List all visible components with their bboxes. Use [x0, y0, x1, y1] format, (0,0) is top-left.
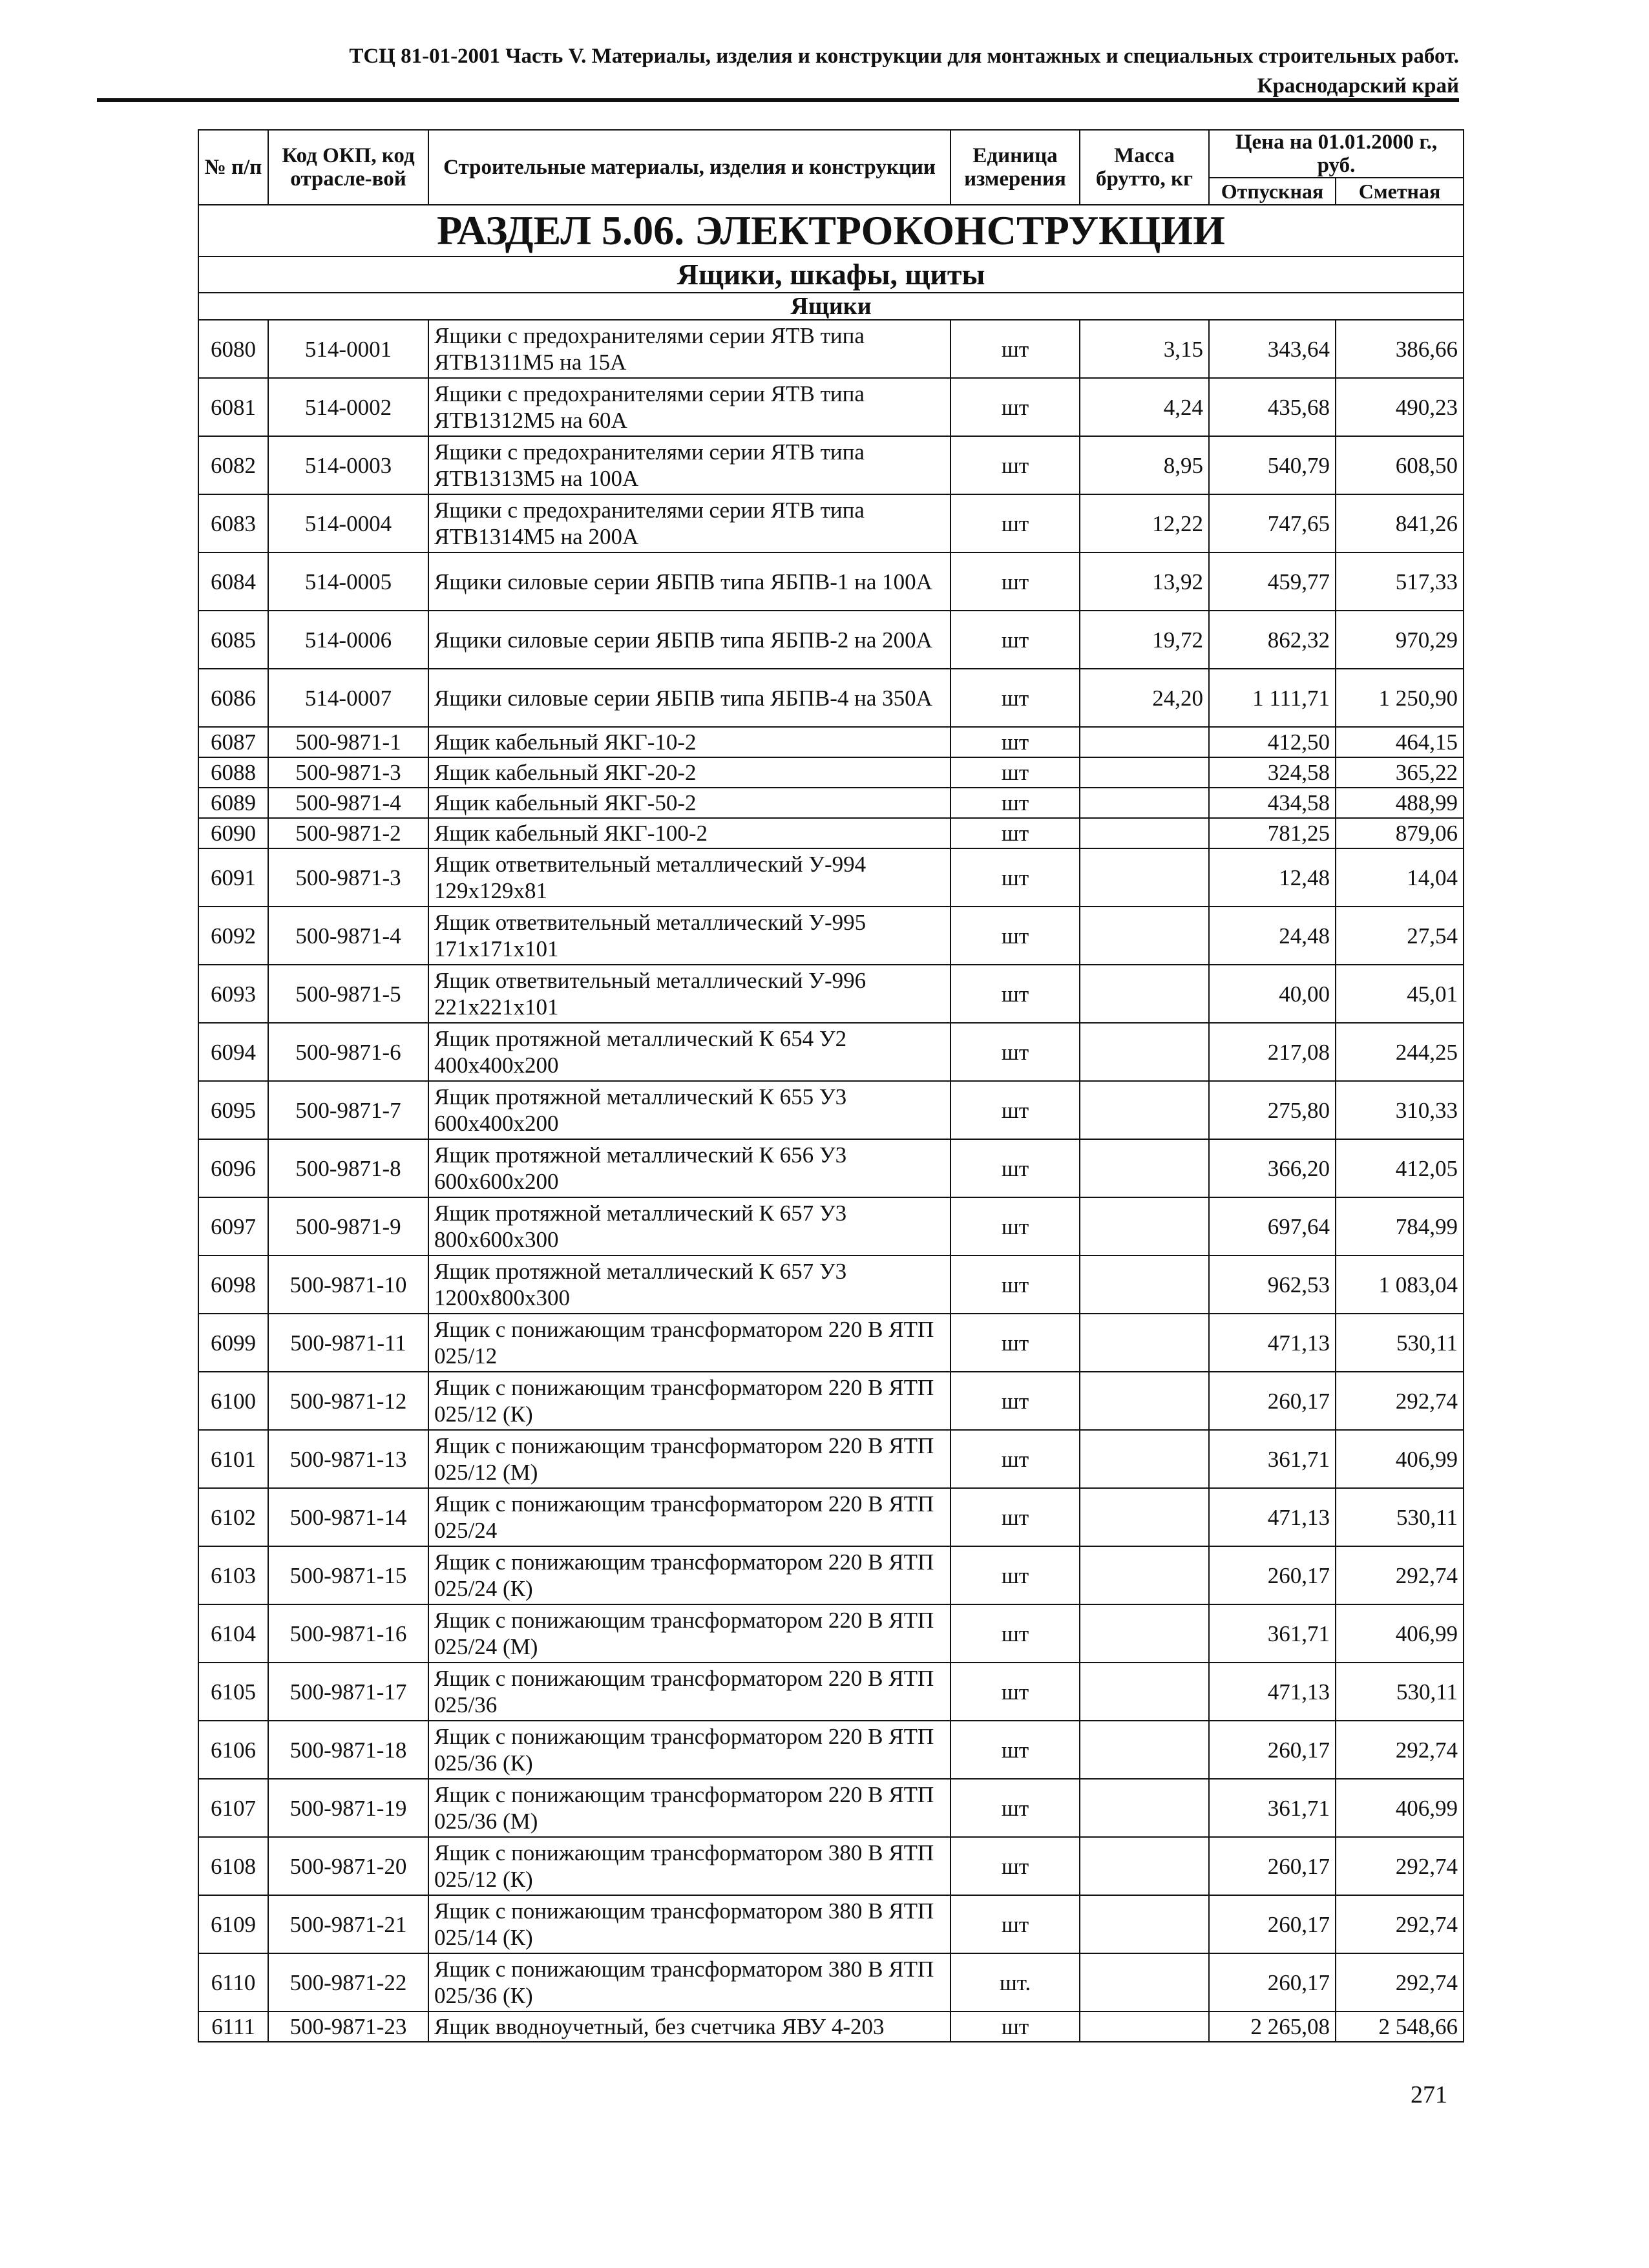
- row-wholesale-price-cell: 434,58: [1209, 788, 1336, 818]
- row-unit-cell: шт: [951, 1663, 1080, 1721]
- row-wholesale-price-cell: 275,80: [1209, 1081, 1336, 1139]
- row-mass-cell: [1080, 1837, 1209, 1895]
- row-wholesale-price-cell: 781,25: [1209, 818, 1336, 848]
- row-code-cell: 500-9871-13: [268, 1430, 428, 1488]
- row-name-cell: Ящик с понижающим трансформатором 220 В ЯТП 025/24 (К): [428, 1546, 951, 1604]
- row-name-cell: Ящик с понижающим трансформатором 380 В ЯТП 025/14 (К): [428, 1895, 951, 1953]
- table-row: [198, 494, 1464, 552]
- row-wholesale-price-cell: 1 111,71: [1209, 669, 1336, 727]
- row-num-cell: 6090: [198, 818, 268, 848]
- column-header-mass: Масса брутто, кг: [1080, 130, 1209, 205]
- row-estimate-price-cell: 1 083,04: [1336, 1255, 1464, 1314]
- row-estimate-price-cell: 879,06: [1336, 818, 1464, 848]
- row-code-cell: 500-9871-1: [268, 727, 428, 757]
- row-mass-cell: [1080, 788, 1209, 818]
- row-num-cell: 6093: [198, 965, 268, 1023]
- row-estimate-price-cell: 517,33: [1336, 552, 1464, 611]
- row-name-cell: Ящики с предохранителями серии ЯТВ типа ЯТВ1314М5 на 200А: [428, 494, 951, 552]
- row-wholesale-price-cell: 471,13: [1209, 1663, 1336, 1721]
- row-mass-cell: [1080, 1663, 1209, 1721]
- table-row: [198, 1488, 1464, 1546]
- row-code-cell: 500-9871-4: [268, 788, 428, 818]
- row-wholesale-price-cell: 343,64: [1209, 320, 1336, 378]
- row-estimate-price-cell: 45,01: [1336, 965, 1464, 1023]
- row-code-cell: 500-9871-12: [268, 1372, 428, 1430]
- row-name-cell: Ящик кабельный ЯКГ-10-2: [428, 727, 951, 757]
- table-row: [198, 1430, 1464, 1488]
- table-row: [198, 1139, 1464, 1197]
- row-unit-cell: шт: [951, 1837, 1080, 1895]
- row-num-cell: 6083: [198, 494, 268, 552]
- table-row: [198, 1314, 1464, 1372]
- row-num-cell: 6085: [198, 611, 268, 669]
- row-code-cell: 500-9871-8: [268, 1139, 428, 1197]
- row-estimate-price-cell: 310,33: [1336, 1081, 1464, 1139]
- row-name-cell: Ящик ответвительный металлический У-995 171х171х101: [428, 907, 951, 965]
- row-code-cell: 500-9871-9: [268, 1197, 428, 1255]
- row-mass-cell: [1080, 1023, 1209, 1081]
- row-name-cell: Ящик протяжной металлический К 655 У3 600х400х200: [428, 1081, 951, 1139]
- row-unit-cell: шт: [951, 2011, 1080, 2042]
- row-unit-cell: шт: [951, 320, 1080, 378]
- row-mass-cell: [1080, 757, 1209, 788]
- row-wholesale-price-cell: 12,48: [1209, 848, 1336, 907]
- row-code-cell: 514-0002: [268, 378, 428, 436]
- row-code-cell: 500-9871-16: [268, 1604, 428, 1663]
- row-num-cell: 6084: [198, 552, 268, 611]
- row-name-cell: Ящики силовые серии ЯБПВ типа ЯБПВ-2 на 200А: [428, 611, 951, 669]
- header-rule: [97, 98, 1459, 102]
- row-unit-cell: шт: [951, 494, 1080, 552]
- row-num-cell: 6082: [198, 436, 268, 494]
- row-num-cell: 6089: [198, 788, 268, 818]
- row-wholesale-price-cell: 2 265,08: [1209, 2011, 1336, 2042]
- row-mass-cell: 19,72: [1080, 611, 1209, 669]
- row-name-cell: Ящики с предохранителями серии ЯТВ типа ЯТВ1311М5 на 15А: [428, 320, 951, 378]
- subsection-title: Ящики, шкафы, щиты: [198, 257, 1464, 293]
- row-wholesale-price-cell: 747,65: [1209, 494, 1336, 552]
- row-wholesale-price-cell: 260,17: [1209, 1721, 1336, 1779]
- row-mass-cell: [1080, 848, 1209, 907]
- row-code-cell: 500-9871-19: [268, 1779, 428, 1837]
- row-wholesale-price-cell: 962,53: [1209, 1255, 1336, 1314]
- row-unit-cell: шт: [951, 1604, 1080, 1663]
- row-unit-cell: шт: [951, 669, 1080, 727]
- subsection-row: [198, 257, 1464, 293]
- row-name-cell: Ящики с предохранителями серии ЯТВ типа ЯТВ1312М5 на 60А: [428, 378, 951, 436]
- row-mass-cell: [1080, 965, 1209, 1023]
- row-name-cell: Ящик с понижающим трансформатором 380 В ЯТП 025/36 (К): [428, 1953, 951, 2011]
- row-code-cell: 500-9871-21: [268, 1895, 428, 1953]
- page-number: 271: [1411, 2081, 1447, 2108]
- row-name-cell: Ящик с понижающим трансформатором 220 В ЯТП 025/24 (М): [428, 1604, 951, 1663]
- row-code-cell: 514-0003: [268, 436, 428, 494]
- row-wholesale-price-cell: 324,58: [1209, 757, 1336, 788]
- row-unit-cell: шт: [951, 1488, 1080, 1546]
- row-code-cell: 500-9871-5: [268, 965, 428, 1023]
- table-row: [198, 907, 1464, 965]
- table-row: [198, 1197, 1464, 1255]
- row-code-cell: 500-9871-2: [268, 818, 428, 848]
- row-num-cell: 6109: [198, 1895, 268, 1953]
- row-mass-cell: 8,95: [1080, 436, 1209, 494]
- row-estimate-price-cell: 292,74: [1336, 1953, 1464, 2011]
- row-mass-cell: [1080, 1721, 1209, 1779]
- row-unit-cell: шт: [951, 1721, 1080, 1779]
- column-header-estimate: Сметная: [1336, 178, 1464, 205]
- table-row: [198, 436, 1464, 494]
- row-estimate-price-cell: 406,99: [1336, 1779, 1464, 1837]
- row-name-cell: Ящик с понижающим трансформатором 220 В ЯТП 025/24: [428, 1488, 951, 1546]
- row-name-cell: Ящик протяжной металлический К 657 У3 1200х800х300: [428, 1255, 951, 1314]
- row-num-cell: 6106: [198, 1721, 268, 1779]
- row-estimate-price-cell: 292,74: [1336, 1546, 1464, 1604]
- row-unit-cell: шт: [951, 848, 1080, 907]
- row-wholesale-price-cell: 366,20: [1209, 1139, 1336, 1197]
- row-code-cell: 500-9871-20: [268, 1837, 428, 1895]
- row-num-cell: 6104: [198, 1604, 268, 1663]
- row-num-cell: 6092: [198, 907, 268, 965]
- row-num-cell: 6088: [198, 757, 268, 788]
- row-mass-cell: [1080, 1314, 1209, 1372]
- column-header-price: Цена на 01.01.2000 г., руб.: [1209, 130, 1464, 178]
- table-body: [198, 205, 1464, 2042]
- table-row: [198, 1663, 1464, 1721]
- row-num-cell: 6111: [198, 2011, 268, 2042]
- row-estimate-price-cell: 244,25: [1336, 1023, 1464, 1081]
- row-code-cell: 500-9871-7: [268, 1081, 428, 1139]
- row-wholesale-price-cell: 260,17: [1209, 1953, 1336, 2011]
- row-wholesale-price-cell: 697,64: [1209, 1197, 1336, 1255]
- row-wholesale-price-cell: 24,48: [1209, 907, 1336, 965]
- table-row: [198, 1779, 1464, 1837]
- row-wholesale-price-cell: 217,08: [1209, 1023, 1336, 1081]
- row-unit-cell: шт: [951, 1197, 1080, 1255]
- row-mass-cell: [1080, 1953, 1209, 2011]
- section-title: РАЗДЕЛ 5.06. ЭЛЕКТРОКОНСТРУКЦИИ: [198, 205, 1464, 257]
- row-unit-cell: шт: [951, 1314, 1080, 1372]
- group-row: [198, 293, 1464, 320]
- row-num-cell: 6100: [198, 1372, 268, 1430]
- row-code-cell: 500-9871-6: [268, 1023, 428, 1081]
- table-row: [198, 1721, 1464, 1779]
- row-mass-cell: [1080, 907, 1209, 965]
- row-name-cell: Ящик протяжной металлический К 657 У3 800х600х300: [428, 1197, 951, 1255]
- column-header-code: Код ОКП, код отрасле-вой: [268, 130, 428, 205]
- row-name-cell: Ящик кабельный ЯКГ-100-2: [428, 818, 951, 848]
- row-code-cell: 500-9871-11: [268, 1314, 428, 1372]
- row-mass-cell: [1080, 1604, 1209, 1663]
- row-name-cell: Ящики с предохранителями серии ЯТВ типа ЯТВ1313М5 на 100А: [428, 436, 951, 494]
- column-header-num: № п/п: [198, 130, 268, 205]
- row-estimate-price-cell: 464,15: [1336, 727, 1464, 757]
- row-num-cell: 6094: [198, 1023, 268, 1081]
- row-unit-cell: шт: [951, 1430, 1080, 1488]
- row-wholesale-price-cell: 361,71: [1209, 1430, 1336, 1488]
- row-name-cell: Ящики силовые серии ЯБПВ типа ЯБПВ-1 на 100А: [428, 552, 951, 611]
- table-row: [198, 965, 1464, 1023]
- row-num-cell: 6103: [198, 1546, 268, 1604]
- row-estimate-price-cell: 292,74: [1336, 1372, 1464, 1430]
- row-unit-cell: шт: [951, 907, 1080, 965]
- header-title: ТСЦ 81-01-2001 Часть V. Материалы, изделия и конструкции для монтажных и специальных строительных работ.: [349, 45, 1459, 68]
- row-unit-cell: шт: [951, 1895, 1080, 1953]
- row-num-cell: 6095: [198, 1081, 268, 1139]
- row-estimate-price-cell: 608,50: [1336, 436, 1464, 494]
- table-row: [198, 1255, 1464, 1314]
- table-row: [198, 552, 1464, 611]
- row-name-cell: Ящик с понижающим трансформатором 380 В ЯТП 025/12 (К): [428, 1837, 951, 1895]
- table-row: [198, 1837, 1464, 1895]
- row-wholesale-price-cell: 471,13: [1209, 1314, 1336, 1372]
- column-header-unit: Единица измерения: [951, 130, 1080, 205]
- row-name-cell: Ящик протяжной металлический К 656 У3 600х600х200: [428, 1139, 951, 1197]
- row-estimate-price-cell: 841,26: [1336, 494, 1464, 552]
- row-name-cell: Ящик ответвительный металлический У-996 221х221х101: [428, 965, 951, 1023]
- row-mass-cell: 12,22: [1080, 494, 1209, 552]
- row-estimate-price-cell: 490,23: [1336, 378, 1464, 436]
- column-header-wholesale: Отпускная: [1209, 178, 1336, 205]
- table-row: [198, 818, 1464, 848]
- row-mass-cell: 3,15: [1080, 320, 1209, 378]
- row-estimate-price-cell: 488,99: [1336, 788, 1464, 818]
- row-num-cell: 6101: [198, 1430, 268, 1488]
- row-unit-cell: шт: [951, 818, 1080, 848]
- row-code-cell: 500-9871-15: [268, 1546, 428, 1604]
- row-mass-cell: [1080, 1372, 1209, 1430]
- row-num-cell: 6097: [198, 1197, 268, 1255]
- row-mass-cell: [1080, 2011, 1209, 2042]
- row-code-cell: 514-0007: [268, 669, 428, 727]
- row-estimate-price-cell: 1 250,90: [1336, 669, 1464, 727]
- row-mass-cell: 24,20: [1080, 669, 1209, 727]
- row-mass-cell: [1080, 1255, 1209, 1314]
- row-name-cell: Ящик ответвительный металлический У-994 129х129х81: [428, 848, 951, 907]
- row-num-cell: 6091: [198, 848, 268, 907]
- row-num-cell: 6107: [198, 1779, 268, 1837]
- row-estimate-price-cell: 530,11: [1336, 1488, 1464, 1546]
- row-unit-cell: шт: [951, 1546, 1080, 1604]
- row-code-cell: 514-0005: [268, 552, 428, 611]
- column-header-name: Строительные материалы, изделия и конструкции: [428, 130, 951, 205]
- row-name-cell: Ящик с понижающим трансформатором 220 В ЯТП 025/36 (М): [428, 1779, 951, 1837]
- row-mass-cell: [1080, 1139, 1209, 1197]
- row-code-cell: 500-9871-3: [268, 848, 428, 907]
- row-name-cell: Ящик протяжной металлический К 654 У2 400х400х200: [428, 1023, 951, 1081]
- row-wholesale-price-cell: 540,79: [1209, 436, 1336, 494]
- row-estimate-price-cell: 365,22: [1336, 757, 1464, 788]
- row-num-cell: 6110: [198, 1953, 268, 2011]
- table-row: [198, 2011, 1464, 2042]
- row-name-cell: Ящик кабельный ЯКГ-50-2: [428, 788, 951, 818]
- row-name-cell: Ящик с понижающим трансформатором 220 В ЯТП 025/12 (М): [428, 1430, 951, 1488]
- row-name-cell: Ящик с понижающим трансформатором 220 В ЯТП 025/12 (К): [428, 1372, 951, 1430]
- row-estimate-price-cell: 292,74: [1336, 1837, 1464, 1895]
- row-name-cell: Ящик кабельный ЯКГ-20-2: [428, 757, 951, 788]
- section-row: [198, 205, 1464, 257]
- row-unit-cell: шт: [951, 436, 1080, 494]
- row-num-cell: 6087: [198, 727, 268, 757]
- row-wholesale-price-cell: 260,17: [1209, 1895, 1336, 1953]
- table-header-row: [198, 130, 1464, 178]
- row-estimate-price-cell: 970,29: [1336, 611, 1464, 669]
- row-num-cell: 6080: [198, 320, 268, 378]
- row-name-cell: Ящик с понижающим трансформатором 220 В ЯТП 025/36 (К): [428, 1721, 951, 1779]
- row-num-cell: 6086: [198, 669, 268, 727]
- row-unit-cell: шт: [951, 788, 1080, 818]
- row-unit-cell: шт: [951, 1255, 1080, 1314]
- row-wholesale-price-cell: 260,17: [1209, 1546, 1336, 1604]
- row-num-cell: 6099: [198, 1314, 268, 1372]
- row-wholesale-price-cell: 412,50: [1209, 727, 1336, 757]
- row-estimate-price-cell: 14,04: [1336, 848, 1464, 907]
- row-estimate-price-cell: 406,99: [1336, 1604, 1464, 1663]
- table-row: [198, 1081, 1464, 1139]
- row-estimate-price-cell: 406,99: [1336, 1430, 1464, 1488]
- row-estimate-price-cell: 412,05: [1336, 1139, 1464, 1197]
- row-unit-cell: шт: [951, 1081, 1080, 1139]
- table-row: [198, 611, 1464, 669]
- header-region: Краснодарский край: [1257, 74, 1459, 98]
- row-name-cell: Ящик с понижающим трансформатором 220 В ЯТП 025/36: [428, 1663, 951, 1721]
- row-mass-cell: 13,92: [1080, 552, 1209, 611]
- row-estimate-price-cell: 530,11: [1336, 1663, 1464, 1721]
- row-num-cell: 6096: [198, 1139, 268, 1197]
- row-num-cell: 6081: [198, 378, 268, 436]
- row-estimate-price-cell: 27,54: [1336, 907, 1464, 965]
- row-num-cell: 6105: [198, 1663, 268, 1721]
- row-estimate-price-cell: 784,99: [1336, 1197, 1464, 1255]
- row-wholesale-price-cell: 862,32: [1209, 611, 1336, 669]
- table-row: [198, 378, 1464, 436]
- row-mass-cell: [1080, 1488, 1209, 1546]
- table-row: [198, 1953, 1464, 2011]
- row-mass-cell: [1080, 1197, 1209, 1255]
- row-estimate-price-cell: 386,66: [1336, 320, 1464, 378]
- row-mass-cell: [1080, 1895, 1209, 1953]
- row-unit-cell: шт: [951, 757, 1080, 788]
- row-wholesale-price-cell: 435,68: [1209, 378, 1336, 436]
- row-code-cell: 500-9871-4: [268, 907, 428, 965]
- table-row: [198, 320, 1464, 378]
- row-mass-cell: [1080, 1546, 1209, 1604]
- row-wholesale-price-cell: 459,77: [1209, 552, 1336, 611]
- row-mass-cell: [1080, 1081, 1209, 1139]
- page-header: [97, 41, 1459, 101]
- row-unit-cell: шт: [951, 727, 1080, 757]
- table-row: [198, 1895, 1464, 1953]
- table-row: [198, 1546, 1464, 1604]
- row-mass-cell: [1080, 727, 1209, 757]
- row-mass-cell: [1080, 818, 1209, 848]
- table-row: [198, 757, 1464, 788]
- row-unit-cell: шт: [951, 965, 1080, 1023]
- table-row: [198, 727, 1464, 757]
- row-unit-cell: шт: [951, 1372, 1080, 1430]
- row-unit-cell: шт.: [951, 1953, 1080, 2011]
- row-code-cell: 500-9871-18: [268, 1721, 428, 1779]
- row-estimate-price-cell: 530,11: [1336, 1314, 1464, 1372]
- row-unit-cell: шт: [951, 611, 1080, 669]
- row-unit-cell: шт: [951, 1139, 1080, 1197]
- row-name-cell: Ящики силовые серии ЯБПВ типа ЯБПВ-4 на 350А: [428, 669, 951, 727]
- table-row: [198, 1604, 1464, 1663]
- row-code-cell: 514-0006: [268, 611, 428, 669]
- row-wholesale-price-cell: 361,71: [1209, 1779, 1336, 1837]
- row-code-cell: 500-9871-22: [268, 1953, 428, 2011]
- row-num-cell: 6098: [198, 1255, 268, 1314]
- row-mass-cell: [1080, 1779, 1209, 1837]
- materials-table: [198, 129, 1464, 2042]
- row-unit-cell: шт: [951, 378, 1080, 436]
- row-wholesale-price-cell: 260,17: [1209, 1372, 1336, 1430]
- row-name-cell: Ящик с понижающим трансформатором 220 В ЯТП 025/12: [428, 1314, 951, 1372]
- table-row: [198, 669, 1464, 727]
- row-estimate-price-cell: 2 548,66: [1336, 2011, 1464, 2042]
- row-unit-cell: шт: [951, 1779, 1080, 1837]
- row-mass-cell: 4,24: [1080, 378, 1209, 436]
- row-wholesale-price-cell: 361,71: [1209, 1604, 1336, 1663]
- table-row: [198, 1023, 1464, 1081]
- row-wholesale-price-cell: 471,13: [1209, 1488, 1336, 1546]
- row-code-cell: 514-0004: [268, 494, 428, 552]
- row-wholesale-price-cell: 40,00: [1209, 965, 1336, 1023]
- row-name-cell: Ящик вводноучетный, без счетчика ЯВУ 4-203: [428, 2011, 951, 2042]
- row-unit-cell: шт: [951, 1023, 1080, 1081]
- row-num-cell: 6108: [198, 1837, 268, 1895]
- table-row: [198, 848, 1464, 907]
- row-code-cell: 500-9871-23: [268, 2011, 428, 2042]
- row-code-cell: 514-0001: [268, 320, 428, 378]
- table-row: [198, 788, 1464, 818]
- row-code-cell: 500-9871-14: [268, 1488, 428, 1546]
- table-row: [198, 1372, 1464, 1430]
- row-code-cell: 500-9871-3: [268, 757, 428, 788]
- row-estimate-price-cell: 292,74: [1336, 1895, 1464, 1953]
- group-title: Ящики: [198, 293, 1464, 320]
- row-num-cell: 6102: [198, 1488, 268, 1546]
- row-code-cell: 500-9871-17: [268, 1663, 428, 1721]
- row-estimate-price-cell: 292,74: [1336, 1721, 1464, 1779]
- row-mass-cell: [1080, 1430, 1209, 1488]
- row-code-cell: 500-9871-10: [268, 1255, 428, 1314]
- row-unit-cell: шт: [951, 552, 1080, 611]
- row-wholesale-price-cell: 260,17: [1209, 1837, 1336, 1895]
